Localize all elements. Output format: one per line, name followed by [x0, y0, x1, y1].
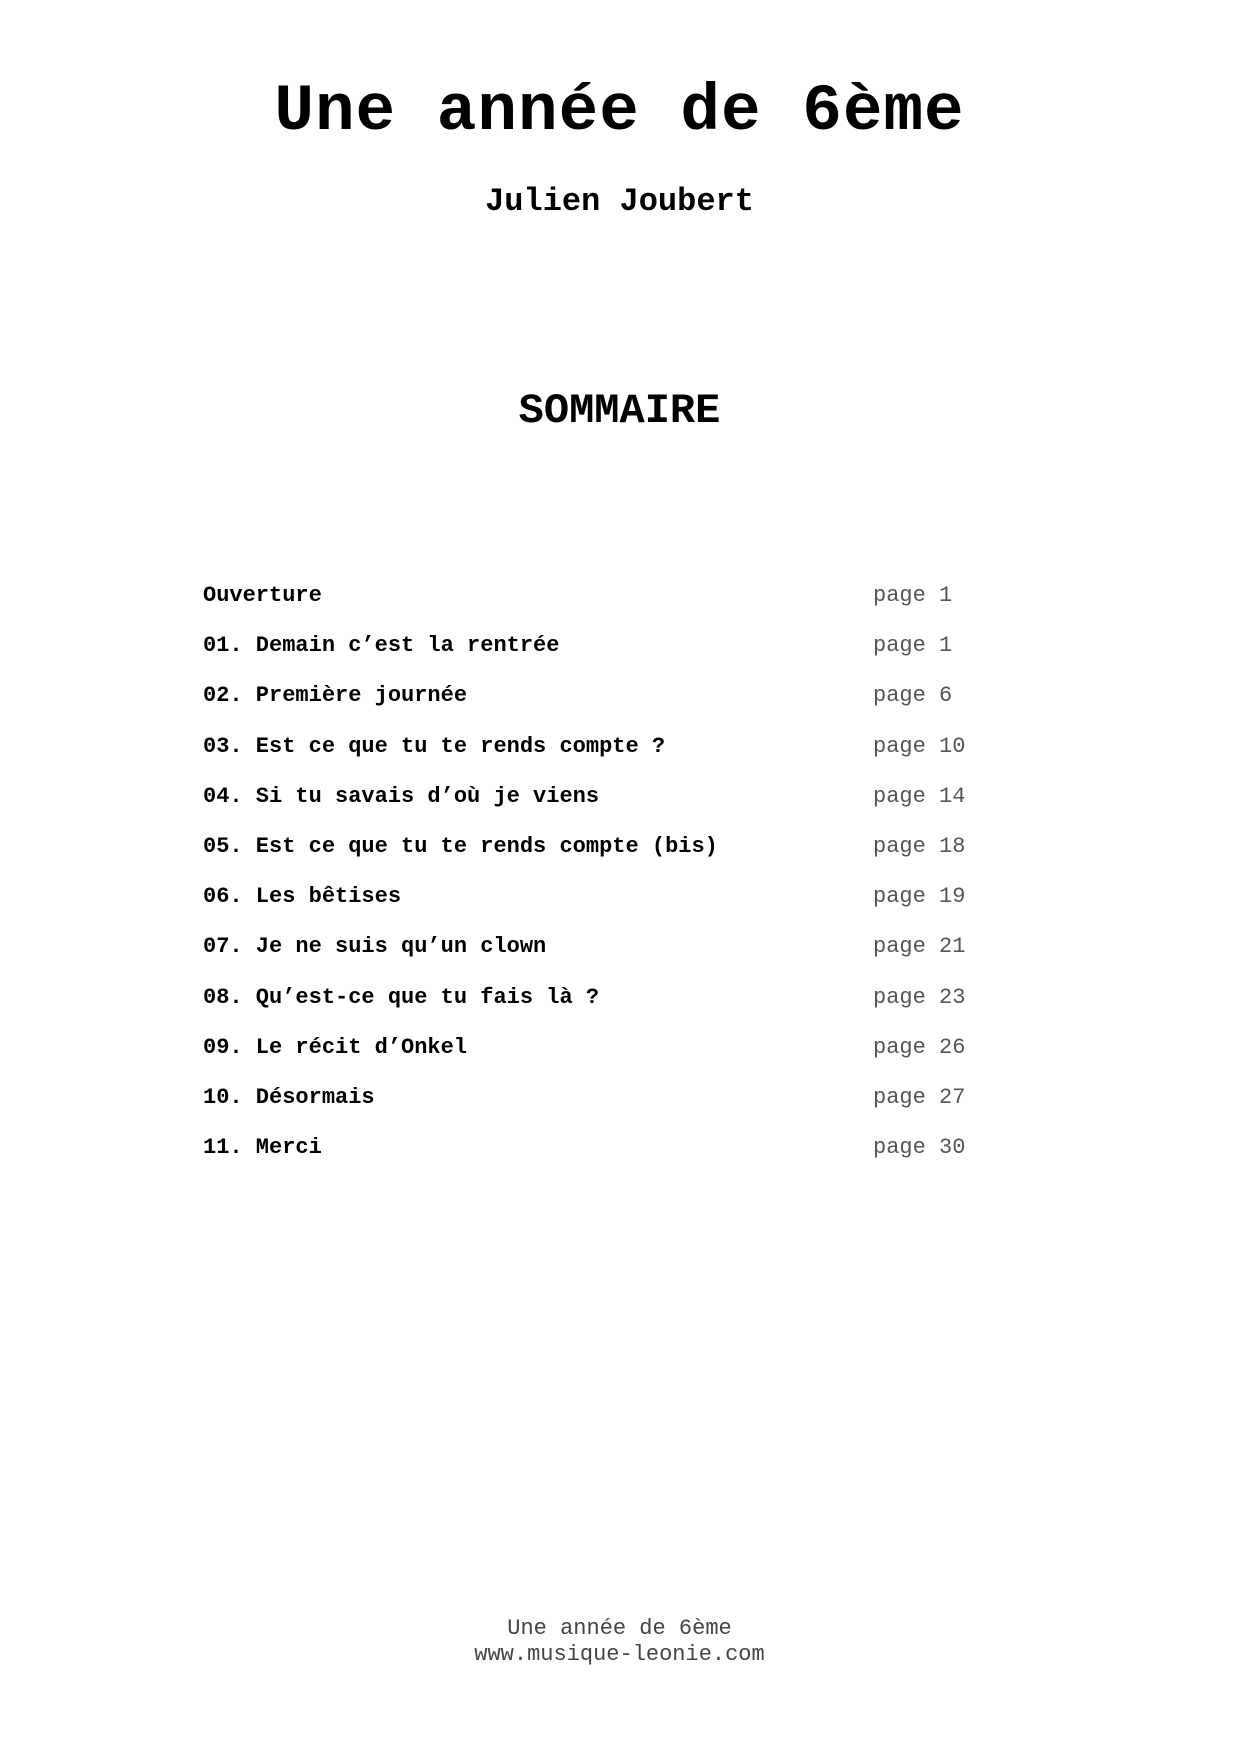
- toc-entry-label: 08. Qu’est-ce que tu fais là ?: [203, 984, 600, 1010]
- page-footer: [0, 1616, 1239, 1668]
- toc-entry-page: page 14: [873, 783, 966, 809]
- table-of-contents: [203, 582, 1033, 1184]
- toc-entry-08: [203, 984, 1033, 1034]
- toc-entry-02: [203, 682, 1033, 732]
- document-title: Une année de 6ème: [274, 74, 965, 149]
- toc-entry-label: 01. Demain c’est la rentrée: [203, 633, 560, 659]
- toc-entry-page: page 1: [873, 583, 953, 608]
- toc-entry-06: [203, 883, 1033, 933]
- toc-entry-05: [203, 833, 1033, 883]
- toc-entry-label: 09. Le récit d’Onkel: [203, 1034, 468, 1060]
- toc-entry-03: [203, 733, 1033, 783]
- footer-website: www.musique-leonie.com: [474, 1642, 765, 1667]
- toc-entry-label: 04. Si tu savais d’où je viens: [203, 783, 600, 809]
- footer-title: Une année de 6ème: [507, 1616, 732, 1641]
- toc-entry-page: page 21: [873, 934, 966, 960]
- toc-entry-label: 06. Les bêtises: [203, 884, 402, 910]
- toc-entry-label: 05. Est ce que tu te rends compte (bis): [203, 833, 718, 859]
- toc-entry-page: page 6: [873, 683, 953, 709]
- toc-entry-page: page 23: [873, 984, 966, 1010]
- toc-entry-label: 02. Première journée: [203, 683, 468, 709]
- toc-entry-page: page 10: [873, 733, 966, 759]
- document-author: Julien Joubert: [485, 183, 754, 220]
- toc-entry-04: [203, 783, 1033, 833]
- toc-entry-label: 07. Je ne suis qu’un clown: [203, 934, 547, 960]
- toc-entry-label: 03. Est ce que tu te rends compte ?: [203, 733, 666, 759]
- toc-entry-09: [203, 1034, 1033, 1084]
- toc-heading: SOMMAIRE: [518, 387, 721, 435]
- toc-entry-page: page 26: [873, 1034, 966, 1060]
- toc-entry-page: page 27: [873, 1084, 966, 1110]
- toc-entry-07: [203, 933, 1033, 983]
- toc-entry-page: page 19: [873, 884, 966, 910]
- toc-entry-01: [203, 632, 1033, 682]
- toc-entry-10: [203, 1084, 1033, 1134]
- toc-entry-label: Ouverture: [203, 583, 322, 608]
- toc-entry-page: page 30: [873, 1135, 966, 1161]
- toc-entry-label: 10. Désormais: [203, 1084, 375, 1110]
- toc-entry-page: page 1: [873, 633, 953, 659]
- toc-entry-ouverture: [203, 582, 1033, 632]
- toc-entry-label: 11. Merci: [203, 1135, 322, 1161]
- toc-entry-page: page 18: [873, 833, 966, 859]
- toc-entry-11: [203, 1134, 1033, 1184]
